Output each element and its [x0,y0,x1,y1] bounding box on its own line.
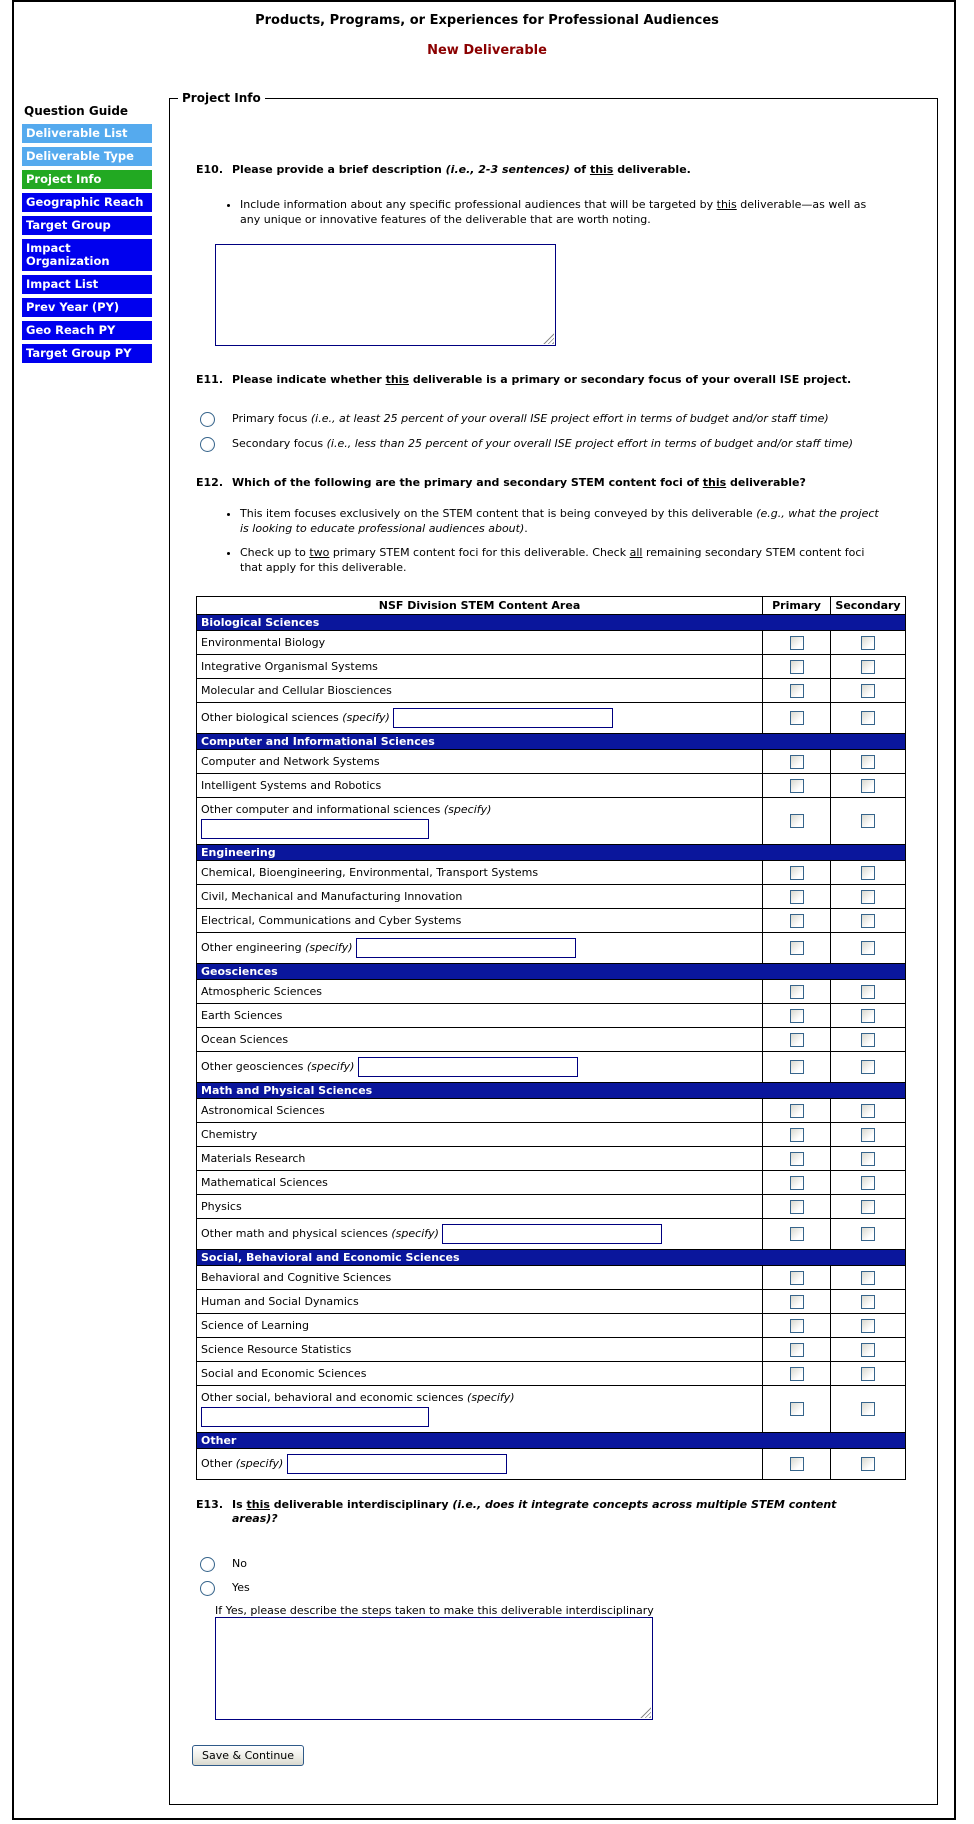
primary-checkbox[interactable] [790,1060,804,1074]
stem-section-header: Other [197,1433,906,1449]
primary-checkbox[interactable] [790,1009,804,1023]
secondary-checkbox-cell [831,1449,906,1480]
primary-checkbox[interactable] [790,1319,804,1333]
secondary-checkbox-cell [831,631,906,655]
stem-area-label: Intelligent Systems and Robotics [201,779,382,792]
primary-checkbox[interactable] [790,1367,804,1381]
primary-checkbox[interactable] [790,1295,804,1309]
specify-input[interactable] [393,708,613,728]
question-e11 [196,373,908,387]
stem-area-label: Chemistry [201,1128,258,1141]
secondary-checkbox-cell [831,885,906,909]
e13-description-textarea[interactable] [215,1617,653,1720]
secondary-checkbox[interactable] [861,1295,875,1309]
primary-checkbox-cell [763,798,831,845]
question-e13-number: E13. [196,1498,224,1511]
secondary-checkbox[interactable] [861,1402,875,1416]
e12-notes [170,506,885,584]
primary-checkbox[interactable] [790,1271,804,1285]
primary-checkbox-cell [763,1171,831,1195]
stem-area-label: Earth Sciences [201,1009,283,1022]
primary-checkbox-cell [763,1314,831,1338]
secondary-checkbox-cell [831,703,906,734]
secondary-focus-label: Secondary focus (i.e., less than 25 percent of your overall ISE project effort in terms of budget and/or staff time) [232,437,854,450]
primary-checkbox[interactable] [790,1227,804,1241]
secondary-checkbox-cell [831,980,906,1004]
secondary-checkbox-cell [831,1195,906,1219]
e11-option-secondary [200,437,900,452]
specify-label: (specify) [463,1391,515,1404]
specify-label: (specify) [338,711,394,724]
primary-checkbox-cell [763,774,831,798]
page-subtitle: New Deliverable [427,43,547,58]
secondary-checkbox-cell [831,655,906,679]
question-e12-number: E12. [196,476,224,489]
primary-checkbox-cell [763,1147,831,1171]
primary-checkbox[interactable] [790,1033,804,1047]
primary-checkbox-cell [763,1290,831,1314]
primary-focus-radio[interactable] [200,412,215,427]
specify-input[interactable] [356,938,576,958]
primary-checkbox[interactable] [790,1200,804,1214]
stem-section-row [197,1433,906,1449]
secondary-checkbox-cell [831,1362,906,1386]
primary-checkbox[interactable] [790,814,804,828]
stem-section-row [197,615,906,631]
stem-area-row [197,1004,906,1028]
stem-area-row [197,909,906,933]
specify-input[interactable] [442,1224,662,1244]
primary-checkbox-cell [763,885,831,909]
secondary-checkbox-cell [831,1314,906,1338]
primary-checkbox[interactable] [790,866,804,880]
secondary-checkbox[interactable] [861,779,875,793]
if-yes-description-label: If Yes, please describe the steps taken to make this deliverable interdisciplinary [215,1604,654,1617]
secondary-checkbox-cell [831,679,906,703]
primary-checkbox-cell [763,933,831,964]
sidebar-item-project-info[interactable]: Project Info [22,170,152,189]
primary-focus-label: Primary focus (i.e., at least 25 percent of your overall ISE project effort in terms of budget and/or staff time) [232,412,829,425]
primary-checkbox-cell [763,980,831,1004]
primary-checkbox-cell [763,1028,831,1052]
stem-area-row [197,1362,906,1386]
primary-checkbox-cell [763,679,831,703]
secondary-checkbox[interactable] [861,711,875,725]
question-guide-sidebar [22,104,154,367]
stem-section-header: Biological Sciences [197,615,906,631]
primary-checkbox[interactable] [790,1104,804,1118]
sidebar-item-impact-organization[interactable]: Impact Organization [22,239,152,271]
stem-section-header: Math and Physical Sciences [197,1083,906,1099]
secondary-checkbox[interactable] [861,985,875,999]
secondary-checkbox-cell [831,750,906,774]
fieldset-legend: Project Info [178,91,265,105]
specify-input[interactable] [287,1454,507,1474]
sidebar-item-deliverable-list[interactable]: Deliverable List [22,124,152,143]
stem-area-label: Social and Economic Sciences [201,1367,367,1380]
sidebar-heading: Question Guide [24,104,129,118]
secondary-checkbox-cell [831,798,906,845]
save-continue-button[interactable]: Save & Continue [192,1745,304,1766]
secondary-checkbox-cell [831,933,906,964]
secondary-checkbox[interactable] [861,1200,875,1214]
stem-area-row [197,655,906,679]
secondary-checkbox-cell [831,1123,906,1147]
stem-area-row [197,1195,906,1219]
stem-area-label: Other engineering [201,941,302,954]
stem-area-label: Chemical, Bioengineering, Environmental, Transport Systems [201,866,539,879]
primary-checkbox[interactable] [790,1402,804,1416]
secondary-checkbox-cell [831,774,906,798]
secondary-checkbox[interactable] [861,684,875,698]
stem-area-row [197,1028,906,1052]
stem-area-row [197,1171,906,1195]
specify-input[interactable] [201,1407,429,1427]
stem-area-row [197,1338,906,1362]
secondary-checkbox-cell [831,1004,906,1028]
secondary-checkbox[interactable] [861,1271,875,1285]
stem-area-row [197,1314,906,1338]
stem-area-row [197,1386,906,1433]
secondary-checkbox-cell [831,1290,906,1314]
stem-section-row [197,1083,906,1099]
e11-option-primary [200,412,900,427]
secondary-checkbox[interactable] [861,1104,875,1118]
stem-area-label: Ocean Sciences [201,1033,289,1046]
secondary-checkbox[interactable] [861,1128,875,1142]
stem-area-label: Computer and Network Systems [201,755,380,768]
stem-section-row [197,734,906,750]
stem-area-label: Other [201,1457,233,1470]
stem-area-label: Science of Learning [201,1319,309,1332]
stem-area-label: Integrative Organismal Systems [201,660,378,673]
primary-checkbox-cell [763,1362,831,1386]
sidebar-item-target-group-py[interactable]: Target Group PY [22,344,152,363]
sidebar-item-prev-year-py[interactable]: Prev Year (PY) [22,298,152,317]
secondary-checkbox[interactable] [861,660,875,674]
secondary-checkbox-cell [831,1171,906,1195]
secondary-checkbox[interactable] [861,866,875,880]
stem-section-header: Geosciences [197,964,906,980]
secondary-checkbox[interactable] [861,1060,875,1074]
primary-checkbox-cell [763,1052,831,1083]
stem-area-label: Behavioral and Cognitive Sciences [201,1271,392,1284]
e13-option-yes [200,1581,250,1596]
sidebar-item-geo-reach-py[interactable]: Geo Reach PY [22,321,152,340]
stem-area-row [197,679,906,703]
stem-area-label: Other computer and informational sciences [201,803,441,816]
stem-area-row [197,885,906,909]
primary-checkbox[interactable] [790,914,804,928]
e12-bullet-note-1: • This item focuses exclusively on the STEM content that is being conveyed by this deliverable (e.g., what the project is looking to educate professional audiences about). [240,506,885,536]
specify-label: (specify) [303,1060,358,1073]
primary-checkbox[interactable] [790,684,804,698]
specify-label: (specify) [387,1227,443,1240]
primary-checkbox[interactable] [790,660,804,674]
primary-checkbox-cell [763,1004,831,1028]
stem-area-row [197,1449,906,1480]
stem-area-label: Other biological sciences [201,711,339,724]
question-e11-number: E11. [196,373,224,386]
primary-checkbox-cell [763,1338,831,1362]
primary-checkbox[interactable] [790,755,804,769]
primary-checkbox-cell [763,909,831,933]
stem-area-row [197,1290,906,1314]
stem-area-row [197,1219,906,1250]
primary-checkbox-cell [763,631,831,655]
stem-area-row [197,1052,906,1083]
secondary-checkbox[interactable] [861,941,875,955]
stem-area-row [197,798,906,845]
secondary-checkbox[interactable] [861,1176,875,1190]
stem-area-row [197,1123,906,1147]
page-title: Products, Programs, or Experiences for Professional Audiences [255,13,719,28]
stem-area-row [197,703,906,734]
secondary-checkbox-cell [831,1028,906,1052]
stem-area-row [197,861,906,885]
primary-checkbox-cell [763,861,831,885]
e10-description-field [215,244,556,346]
column-header-content-area: NSF Division STEM Content Area [197,597,763,615]
e10-description-textarea[interactable] [215,244,556,346]
secondary-checkbox-cell [831,1052,906,1083]
column-header-primary: Primary [763,597,831,615]
primary-checkbox[interactable] [790,1128,804,1142]
question-e13-text: Is this deliverable interdisciplinary (i.e., does it integrate concepts across multiple STEM content areas)? [232,1498,837,1525]
question-e13 [196,1498,908,1526]
interdisciplinary-no-radio[interactable] [200,1557,215,1572]
secondary-checkbox-cell [831,861,906,885]
stem-area-row [197,980,906,1004]
question-e12 [196,476,908,490]
sidebar-item-target-group[interactable]: Target Group [22,216,152,235]
secondary-checkbox[interactable] [861,1009,875,1023]
interdisciplinary-no-label: No [232,1557,247,1570]
stem-area-label: Materials Research [201,1152,306,1165]
primary-checkbox-cell [763,703,831,734]
stem-area-row [197,1099,906,1123]
stem-area-row [197,631,906,655]
e10-notes [170,197,885,236]
stem-section-row [197,964,906,980]
secondary-checkbox-cell [831,1338,906,1362]
specify-input[interactable] [201,819,429,839]
stem-area-row [197,774,906,798]
stem-area-label: Physics [201,1200,242,1213]
secondary-checkbox[interactable] [861,914,875,928]
primary-checkbox-cell [763,1123,831,1147]
secondary-checkbox[interactable] [861,814,875,828]
primary-checkbox[interactable] [790,711,804,725]
stem-area-label: Astronomical Sciences [201,1104,325,1117]
question-e10-text: Please provide a brief description (i.e., 2-3 sentences) of this deliverable. [232,163,691,176]
project-info-fieldset [169,91,938,1805]
stem-area-label: Other social, behavioral and economic sciences [201,1391,464,1404]
primary-checkbox-cell [763,1386,831,1433]
secondary-checkbox-cell [831,1219,906,1250]
primary-checkbox-cell [763,750,831,774]
secondary-checkbox-cell [831,1099,906,1123]
secondary-checkbox-cell [831,1147,906,1171]
column-header-secondary: Secondary [831,597,906,615]
stem-area-row [197,1266,906,1290]
stem-area-label: Molecular and Cellular Biosciences [201,684,392,697]
primary-checkbox-cell [763,655,831,679]
stem-area-label: Other math and physical sciences [201,1227,388,1240]
secondary-checkbox[interactable] [861,1343,875,1357]
secondary-checkbox[interactable] [861,1152,875,1166]
stem-area-label: Atmospheric Sciences [201,985,323,998]
specify-label: (specify) [232,1457,287,1470]
stem-section-header: Computer and Informational Sciences [197,734,906,750]
specify-label: (specify) [301,941,357,954]
primary-checkbox-cell [763,1266,831,1290]
primary-checkbox-cell [763,1099,831,1123]
specify-input[interactable] [358,1057,578,1077]
e13-description-field [215,1617,653,1720]
stem-section-header: Social, Behavioral and Economic Sciences [197,1250,906,1266]
stem-table-header-row [197,597,906,615]
primary-checkbox-cell [763,1449,831,1480]
e13-option-no [200,1557,247,1572]
stem-area-label: Electrical, Communications and Cyber Systems [201,914,462,927]
primary-checkbox[interactable] [790,890,804,904]
sidebar-item-impact-list[interactable]: Impact List [22,275,152,294]
primary-checkbox[interactable] [790,941,804,955]
stem-area-row [197,933,906,964]
primary-checkbox[interactable] [790,1176,804,1190]
stem-area-label: Human and Social Dynamics [201,1295,359,1308]
question-e10 [196,163,908,177]
primary-checkbox[interactable] [790,985,804,999]
question-e12-text: Which of the following are the primary and secondary STEM content foci of this deliverable? [232,476,806,489]
primary-checkbox[interactable] [790,1343,804,1357]
stem-area-row [197,1147,906,1171]
stem-section-row [197,1250,906,1266]
secondary-checkbox-cell [831,909,906,933]
stem-section-row [197,845,906,861]
e10-bullet-note: • Include information about any specific professional audiences that will be targeted by this deliverable—as well as any unique or innovative features of the deliverable that are worth noting. [240,197,885,227]
secondary-focus-radio[interactable] [200,437,215,452]
secondary-checkbox[interactable] [861,1319,875,1333]
stem-area-label: Other geosciences [201,1060,304,1073]
secondary-checkbox-cell [831,1266,906,1290]
e12-bullet-note-2: • Check up to two primary STEM content foci for this deliverable. Check all remaining secondary STEM content foci that apply for this deliverable. [240,545,885,575]
primary-checkbox-cell [763,1195,831,1219]
primary-checkbox-cell [763,1219,831,1250]
secondary-checkbox[interactable] [861,1367,875,1381]
secondary-checkbox[interactable] [861,1227,875,1241]
primary-checkbox[interactable] [790,779,804,793]
stem-content-table [196,596,906,1480]
stem-area-label: Mathematical Sciences [201,1176,328,1189]
primary-checkbox[interactable] [790,636,804,650]
stem-area-label: Environmental Biology [201,636,326,649]
stem-area-row [197,750,906,774]
question-e11-text: Please indicate whether this deliverable is a primary or secondary focus of your overall ISE project. [232,373,852,386]
secondary-checkbox[interactable] [861,1457,875,1471]
sidebar-item-geographic-reach[interactable]: Geographic Reach [22,193,152,212]
secondary-checkbox[interactable] [861,1033,875,1047]
sidebar-item-deliverable-type[interactable]: Deliverable Type [22,147,152,166]
question-e10-number: E10. [196,163,224,176]
stem-area-label: Civil, Mechanical and Manufacturing Innovation [201,890,463,903]
secondary-checkbox[interactable] [861,890,875,904]
primary-checkbox[interactable] [790,1152,804,1166]
specify-label: (specify) [440,803,492,816]
secondary-checkbox-cell [831,1386,906,1433]
interdisciplinary-yes-label: Yes [232,1581,250,1594]
interdisciplinary-yes-radio[interactable] [200,1581,215,1596]
primary-checkbox[interactable] [790,1457,804,1471]
stem-area-label: Science Resource Statistics [201,1343,352,1356]
stem-section-header: Engineering [197,845,906,861]
secondary-checkbox[interactable] [861,636,875,650]
sidebar-items [22,124,154,363]
secondary-checkbox[interactable] [861,755,875,769]
